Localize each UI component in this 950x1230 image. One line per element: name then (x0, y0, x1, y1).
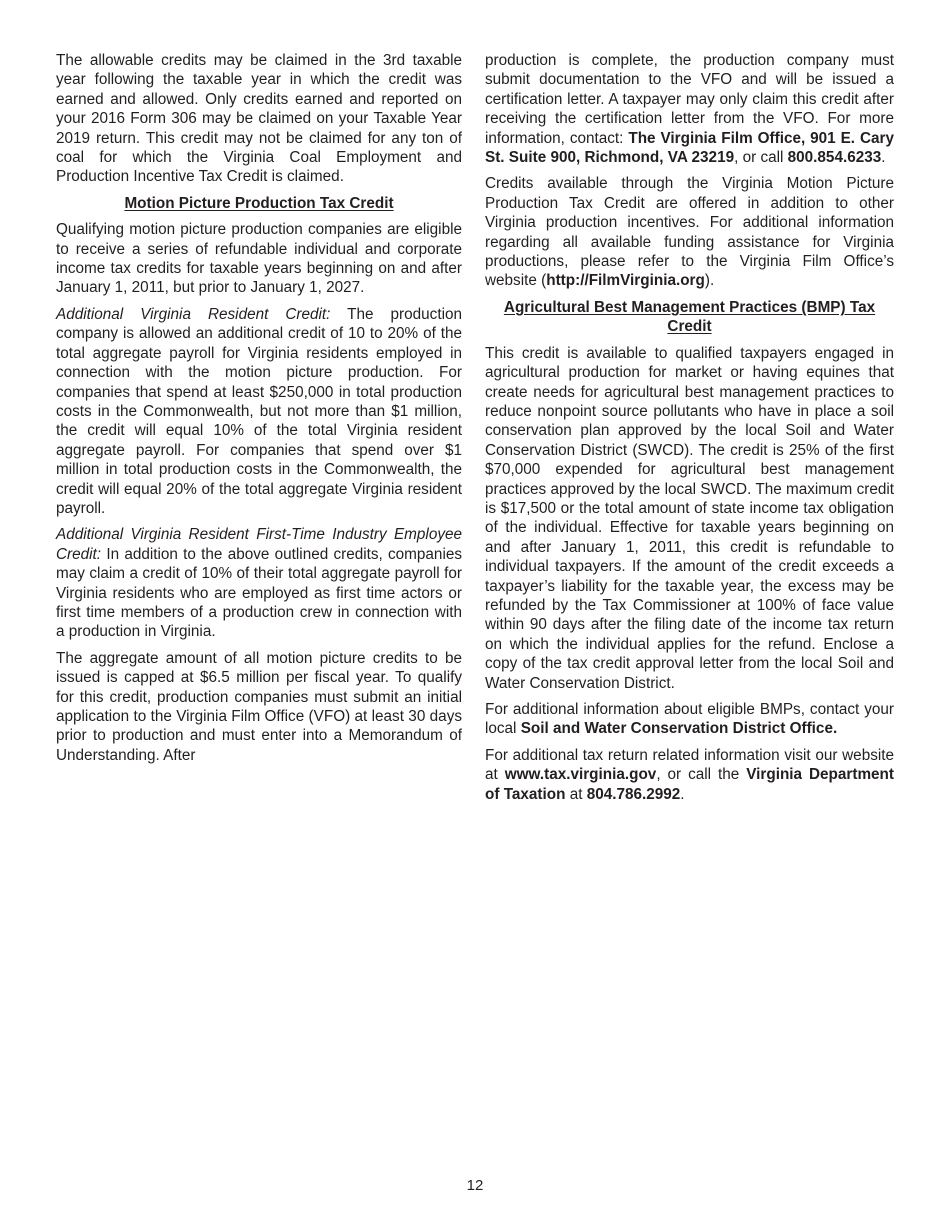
first-time-employee-paragraph (56, 525, 462, 641)
page-number: 12 (466, 1177, 484, 1194)
bmp-description-paragraph: This credit is available to qualified taxpayers engaged in agricultural production for market or having equines that create needs for agricultural best management practices to reduce nonpoint source pollutants who have in place a soil conservation plan approved by the local Soil and Water Conservation District (SWCD). The credit is 25% of the first $70,000 expended for agricultural best management practices approved by the local SWCD. The maximum credit is $17,500 or the total amount of state income tax obligation of the individual. Effective for taxable years beginning on and after January 1, 2011, this credit is refundable to individual taxpayers. If the amount of the credit exceeds a taxpayer’s liability for the taxable year, the excess may be refunded by the Tax Commissioner at 100% of face value within 90 days after the filing date of the income tax return on which the individual applies for the refund. Enclose a copy of the tax credit approval letter from the local Soil and Water Conservation District. (485, 344, 894, 692)
tax-department: Virginia Department of Taxation (485, 766, 894, 803)
vfo-or-call: , or call (734, 149, 788, 167)
vfo-contact-text: production is complete, the production company must submit documentation to the VFO and will be issued a certification letter. A taxpayer may only claim this credit after receiving the certification letter from the VFO. For more information, contact: (485, 52, 894, 147)
first-time-employee-label: Additional Virginia Resident First-Time Industry Employee Credit: (56, 526, 462, 563)
bmp-contact-paragraph (485, 700, 894, 739)
right-column (485, 51, 894, 811)
tax-phone: 804.786.2992 (586, 785, 681, 803)
tax-website: www.tax.virginia.gov (504, 766, 657, 784)
motion-picture-intro-paragraph: Qualifying motion picture production companies are eligible to receive a series of refundable individual and corporate income tax credits for taxable years beginning on and after January 1, 2011, but prior to January 1, 2027. (56, 221, 462, 297)
production-incentives-text: Credits available through the Virginia Motion Picture Production Tax Credit are offered in addition to other Virginia production incentives. For additional information regarding all available funding assistance for Virginia productions, please refer to the Virginia Film Office’s website ( (485, 175, 894, 290)
bmp-heading-line2: Credit (667, 318, 712, 336)
swcd-office: Soil and Water Conservation District Office. (520, 720, 838, 738)
bmp-heading (485, 298, 894, 337)
resident-credit-text: The production company is allowed an additional credit of 10 to 20% of the total aggregate payroll for Virginia residents employed in connection with the motion picture production. For companies that spend at least $250,000 in total production costs in the Commonwealth, but not more than $1 million, the credit will equal 10% of the total Virginia resident aggregate payroll. For companies that spend over $1 million in total production costs in the Commonwealth, the credit will equal 20% of the total aggregate Virginia resident payroll. (56, 305, 462, 517)
tax-info-mid: , or call the (656, 766, 747, 784)
first-time-employee-text: In addition to the above outlined credits, companies may claim a credit of 10% of their total aggregate payroll for Virginia residents who are employed as first time actors or first time members of a production crew in connection with a production in Virginia. (56, 545, 462, 641)
motion-picture-heading: Motion Picture Production Tax Credit (124, 194, 394, 212)
tax-info-paragraph (485, 746, 894, 804)
production-incentives-end: ). (704, 272, 715, 290)
vfo-contact-paragraph (485, 51, 894, 167)
bmp-contact-text: For additional information about eligible BMPs, contact your local (485, 701, 894, 738)
production-incentives-paragraph (485, 174, 894, 290)
resident-credit-paragraph (56, 305, 462, 518)
film-virginia-url: http://FilmVirginia.org (546, 272, 705, 290)
vfo-phone: 800.854.6233 (787, 149, 882, 167)
vfo-address: The Virginia Film Office, 901 E. Cary St. Suite 900, Richmond, VA 23219 (485, 129, 894, 167)
tax-info-text: For additional tax return related information visit our website at (485, 746, 894, 784)
tax-info-end: . (680, 785, 685, 803)
resident-credit-label: Additional Virginia Resident Credit: (56, 305, 331, 323)
vfo-period: . (881, 149, 886, 167)
tax-info-at: at (565, 785, 587, 803)
bmp-heading-line1: Agricultural Best Management Practices (BMP) Tax (503, 298, 876, 316)
left-column (56, 51, 462, 772)
aggregate-cap-paragraph: The aggregate amount of all motion picture credits to be issued is capped at $6.5 million per fiscal year. To qualify for this credit, production companies must submit an initial application to the Virginia Film Office (VFO) at least 30 days prior to production and must enter into a Memorandum of Understanding. After (56, 649, 462, 764)
coal-credit-claim-paragraph: The allowable credits may be claimed in the 3rd taxable year following the taxable year in which the credit was earned and allowed. Only credits earned and reported on your 2016 Form 306 may be claimed on your Taxable Year 2019 return. This credit may not be claimed for any ton of coal for which the Virginia Coal Employment and Production Incentive Tax Credit is claimed. (56, 52, 462, 186)
